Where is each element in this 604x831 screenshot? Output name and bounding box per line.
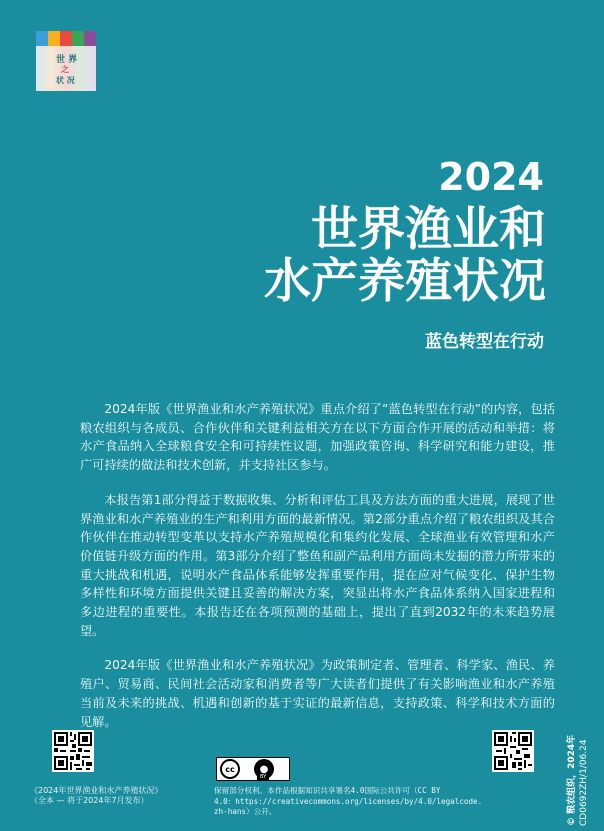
license-line-1: 保留部分权利。本作品根据知识共享署名4.0国际公共许可（CC BY [214, 786, 441, 795]
summary-paragraph-3: 2024年版《世界渔业和水产养殖状况》为政策制定者、管理者、科学家、渔民、养殖户、贸易商、民间社会活动家和消费者等广大读者们提供了有关影响渔业和水产养殖当前及未来的挑战、机遇和创新的基于实证的最新信息，支持政策、科学和技术方面的见解。 [80, 658, 555, 729]
cc-by-label: BY [257, 774, 269, 780]
cover-subtitle: 蓝色转型在行动 [425, 332, 544, 352]
title-line-1: 世界渔业和 [311, 202, 546, 257]
cc-icon: cc [220, 759, 240, 779]
qr-code-icon[interactable] [492, 730, 534, 772]
logo-text-2: 之 [61, 65, 69, 74]
publication-logo [36, 31, 96, 91]
cover-year: 2024 [438, 155, 544, 199]
license-line-2: 4.0：https://creativecommons.org/licenses/by/4.0/legalcode. [214, 796, 483, 806]
summary-text [80, 400, 555, 747]
copyright-text: © 粮农组织，2024年 [567, 734, 577, 826]
catalog-code-vertical [578, 718, 590, 826]
cc-by-license-icon [216, 757, 290, 781]
catalog-code: CD0692ZH/1/06.24 [579, 739, 589, 826]
attribution-icon: ● [254, 759, 274, 779]
qr-code-icon[interactable] [52, 730, 94, 772]
full-report-title: 《2024年世界渔业和水产养殖状况》 [30, 786, 163, 795]
license-line-3: zh-hans）公开。 [214, 807, 277, 816]
title-line-2: 水产养殖状况 [264, 254, 546, 309]
license-text [214, 786, 504, 818]
logo-text-3: 状 况 [56, 76, 75, 85]
summary-paragraph-2: 本报告第1部分得益于数据收集、分析和评估工具及方法方面的重大进展，展现了世界渔业和水产养殖业的生产和利用方面的最新情况。第2部分重点介绍了粮农组织及其合作伙伴在推动转型变革以支持水产养殖规模化和集约化发展、全球渔业有效管理和水产价值链升级方面的作用。第3部分介绍了整鱼和副产品利用方面尚未发掘的潜力所带来的重大挑战和机遇，说明水产食品体系能够发挥重要作用，提在应对气候变化、保护生物多样性和环境方面提供关键且妥善的解决方案，突显出将水产食品体系纳入国家进程和多边进程的重要性。本报告还在各项预测的基础上，提出了直到2032年的未来趋势展望。 [80, 492, 555, 638]
summary-paragraph-1: 2024年版《世界渔业和水产养殖状况》重点介绍了“蓝色转型在行动”的内容，包括粮农组织与各成员、合作伙伴和关键利益相关方在以下方面合作开展的活动和举措：将水产食品纳入全球粮食安全和可持续性议题，加强政策咨询、科学研究和能力建设，推广可持续的做法和技术创新，并支持社区参与。 [80, 402, 555, 473]
full-report-date: （全本 — 将于2024年7月发布） [30, 796, 149, 805]
cover-title [264, 204, 546, 308]
copyright-vertical [566, 718, 578, 826]
full-report-note [30, 786, 162, 806]
logo-text-1: 世 界 [56, 55, 78, 65]
